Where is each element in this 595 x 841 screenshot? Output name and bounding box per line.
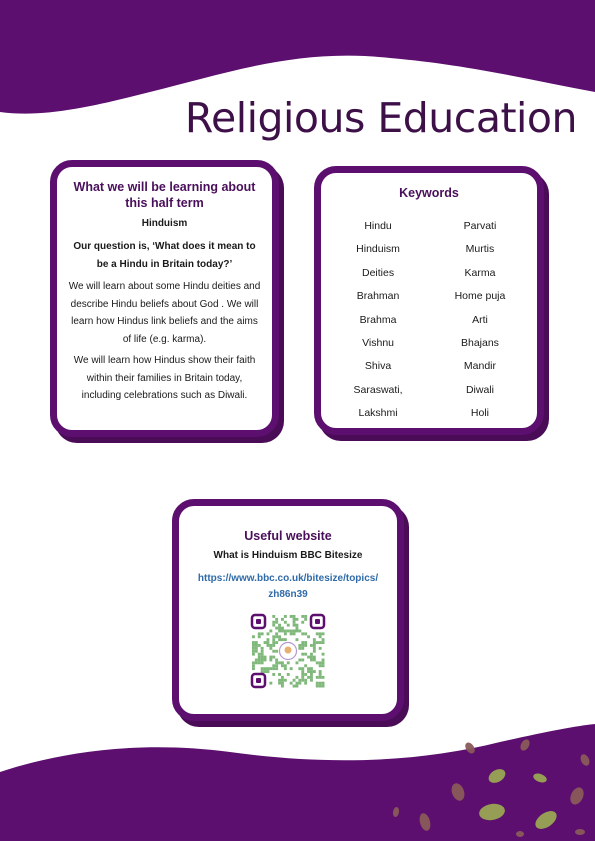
keyword: Brahma [359,313,397,326]
qr-code-icon[interactable] [250,613,326,689]
keyword: Arti [472,313,488,326]
keyword: Saraswati, [353,383,403,396]
website-heading: Useful website [244,529,332,543]
learning-card [50,160,279,437]
topic-label: Hinduism [141,218,188,229]
keyword: Hinduism [356,243,400,256]
keywords-heading: Keywords [399,186,459,200]
page-title: Religious Education [184,94,577,142]
learning-card-heading: What we will be learning about this half term [73,180,256,210]
website-link[interactable] [187,571,389,603]
learning-paragraph-1: We will learn about some Hindu deities and describe Hindu beliefs about God . We will learn how Hindus link beliefs and the aims of life (e.g. karma). [68,281,261,345]
keyword: Karma [464,266,496,279]
learning-paragraph-2: We will learn how Hindus show their faith within their families in Britain today, including celebrations such as Diwali. [73,355,256,401]
keyword: Hindu [364,220,392,232]
keywords-grid [327,215,531,426]
keyword: Lakshmi [358,407,398,420]
website-link-line-2: zh86n39 [268,589,308,600]
keyword: Shiva [364,360,392,373]
keyword: Diwali [465,383,494,396]
keyword: Parvati [463,220,497,232]
keyword: Bhajans [460,336,499,349]
keywords-left-column [331,215,425,426]
keyword: Murtis [465,243,495,256]
keyword: Vishnu [362,336,394,349]
website-title: What is Hinduism BBC Bitesize [213,550,363,561]
keyword: Deities [361,266,395,279]
website-link-line-1: https://www.bbc.co.uk/bitesize/topics/ [197,573,379,584]
keyword: Home puja [454,290,506,303]
keyword: Mandir [463,360,497,373]
key-question: Our question is, ‘What does it mean to be a Hindu in Britain today?’ [73,241,256,270]
website-card [172,499,404,721]
keywords-right-column [433,215,527,426]
keywords-card [314,166,544,435]
keyword: Holi [470,407,489,420]
bottom-wave [0,724,595,841]
keyword: Brahman [356,290,400,303]
